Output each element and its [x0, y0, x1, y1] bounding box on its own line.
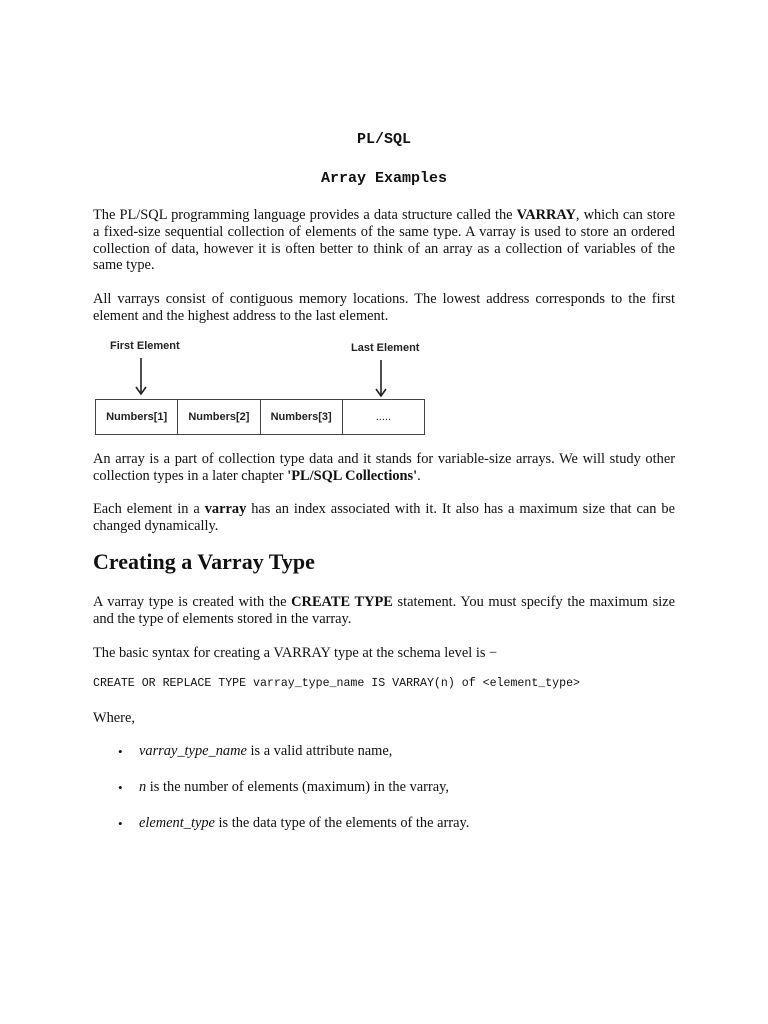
page-title: PL/SQL [356, 131, 411, 148]
syntax-code: CREATE OR REPLACE TYPE varray_type_name IS VARRAY(n) of <element_type> [93, 677, 581, 690]
section-heading: Creating a Varray Type [93, 549, 315, 574]
parameter-list [118, 742, 469, 850]
array-cell: Numbers[1] [96, 400, 178, 434]
last-element-label: Last Element [351, 342, 420, 354]
array-cell: Numbers[2] [178, 400, 260, 434]
varray-keyword: VARRAY [516, 207, 576, 223]
first-element-label: First Element [110, 340, 180, 352]
list-item: • n is the number of elements (maximum) in the varray, [118, 779, 449, 795]
array-cell: Numbers[3] [261, 400, 343, 434]
list-item: • element_type is the data type of the elements of the array. [118, 815, 470, 831]
bullet-icon: • [118, 744, 123, 759]
array-cells [95, 399, 425, 435]
list-item: • varray_type_name is a valid attribute name, [118, 743, 393, 759]
contiguous-paragraph: All varrays consist of contiguous memory locations. The lowest address corresponds to the first element and the highest address to the last element. [93, 291, 675, 324]
create-type-paragraph: A varray type is created with the CREATE TYPE statement. You must specify the maximum size and the type of elements stored in the varray. [93, 594, 675, 627]
collection-paragraph: An array is a part of collection type data and it stands for variable-size arrays. We will study other collection types in a later chapter 'PL/SQL Collections'. [93, 451, 675, 484]
collections-chapter-ref: 'PL/SQL Collections' [287, 467, 418, 484]
array-cell-ellipsis: ..... [375, 411, 392, 423]
bullet-icon: • [118, 780, 123, 795]
index-paragraph: Each element in a varray has an index associated with it. It also has a maximum size that can be changed dynamically. [93, 501, 676, 534]
where-label: Where, [93, 710, 135, 726]
intro-paragraph: The PL/SQL programming language provides a data structure called the VARRAY, which can store a fixed-size sequential collection of elements of the same type. A varray is used to store an ordered collection of data, however it is often better to think of an array as a collection of variables of the same type. [93, 207, 675, 274]
bullet-icon: • [118, 816, 123, 831]
array-diagram [93, 338, 433, 438]
page-subtitle: Array Examples [320, 170, 448, 187]
syntax-intro: The basic syntax for creating a VARRAY type at the schema level is − [93, 645, 498, 661]
